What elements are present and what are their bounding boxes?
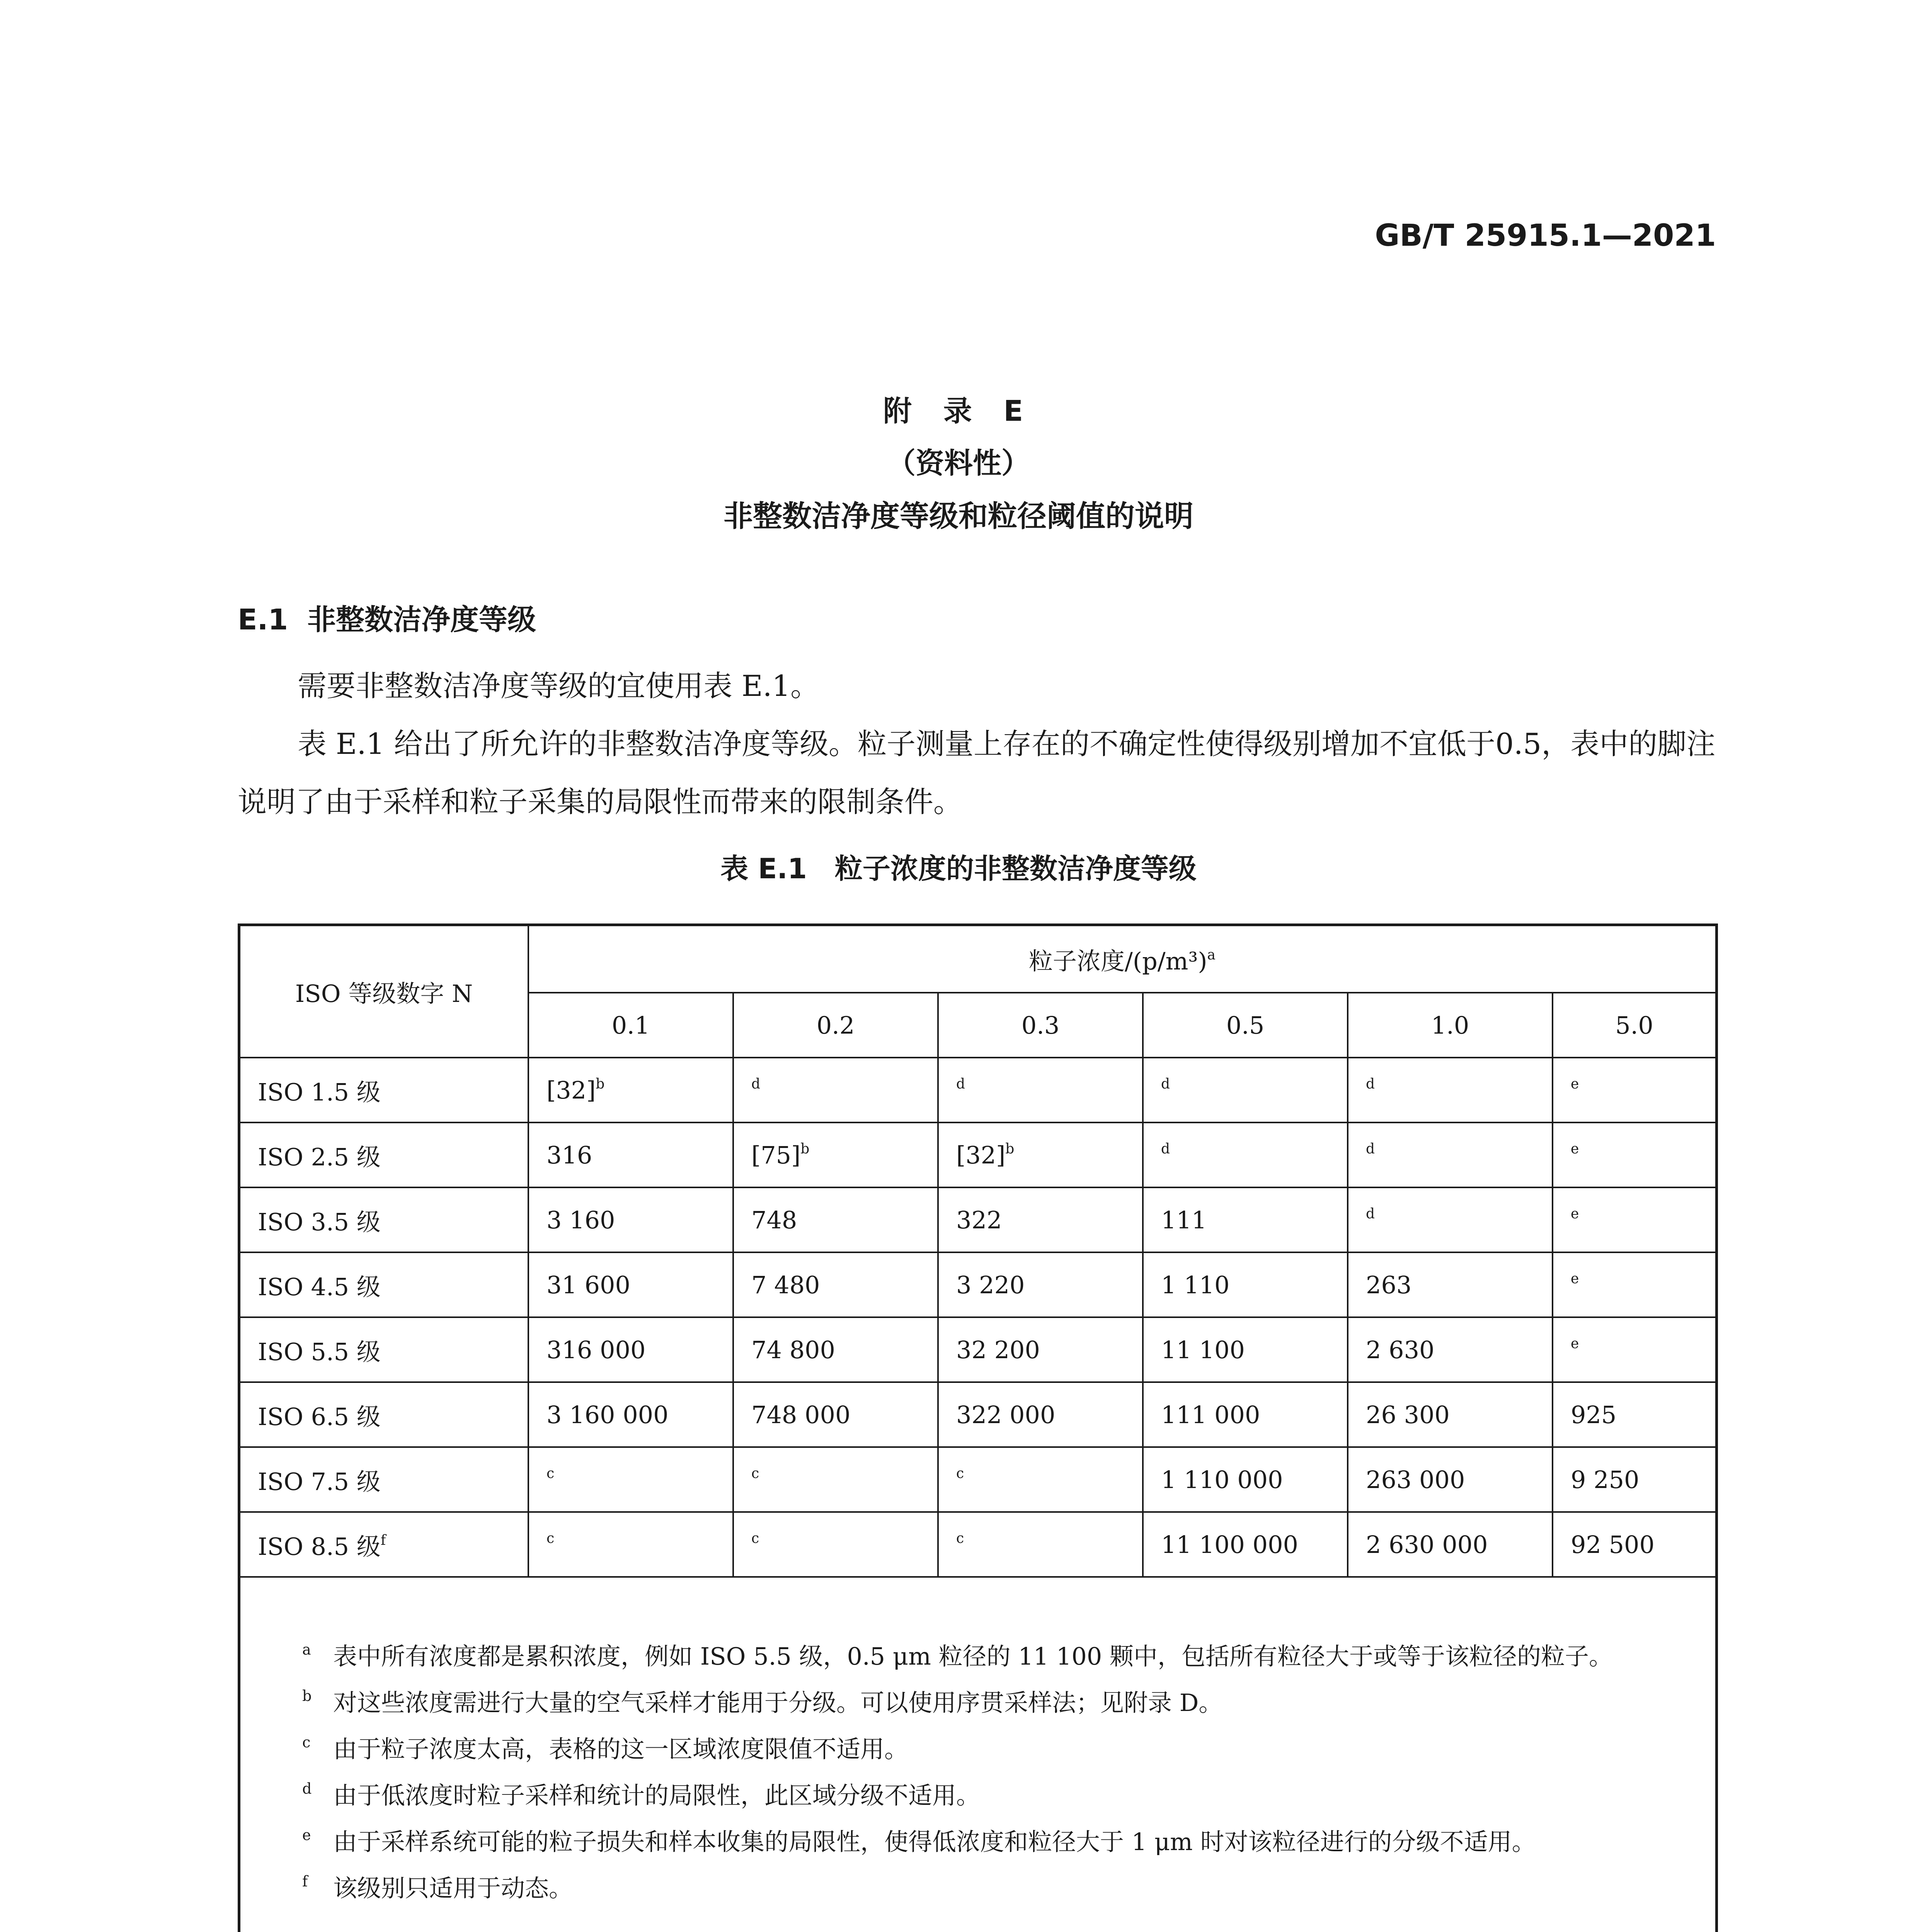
concentration-cell: d [1348, 1058, 1553, 1122]
concentration-cell: 322 000 [938, 1382, 1143, 1447]
concentration-cell: 1 110 [1143, 1252, 1348, 1317]
concentration-cell: 11 100 000 [1143, 1512, 1348, 1577]
concentration-cell: 316 [528, 1122, 733, 1187]
section-title: 非整数洁净度等级 [307, 603, 536, 636]
table-note: f 该级别只适用于动态。 [302, 1873, 573, 1902]
class-cell: ISO 4.5 级 [240, 1252, 528, 1317]
concentration-cell: 322 [938, 1187, 1143, 1252]
concentration-cell: 7 480 [733, 1252, 938, 1317]
concentration-cell: 9 250 [1553, 1447, 1715, 1512]
concentration-cell: c [938, 1512, 1143, 1577]
concentration-cell: 316 000 [528, 1317, 733, 1382]
concentration-cell: 31 600 [528, 1252, 733, 1317]
concentration-header-cell: 粒子浓度$/(p/m^3)^a$ [528, 926, 1715, 993]
class-cell: ISO 2.5 级 [240, 1122, 528, 1187]
concentration-cell: 748 000 [733, 1382, 938, 1447]
table-notes [302, 1633, 1694, 1912]
concentration-cell: 1 110 000 [1143, 1447, 1348, 1512]
paragraph: 需要非整数洁净度等级的宜使用表 E.1。 [298, 669, 820, 703]
concentration-cell: 263 [1348, 1252, 1553, 1317]
concentration-cell: d [1348, 1187, 1553, 1252]
concentration-cell: e [1553, 1058, 1715, 1122]
table-row [240, 1058, 1715, 1122]
concentration-cell: e [1553, 1252, 1715, 1317]
concentration-cell: 111 000 [1143, 1382, 1348, 1447]
concentration-cell: e [1553, 1187, 1715, 1252]
concentration-cell: $[32]^b$ [528, 1058, 733, 1122]
concentration-cell: 111 [1143, 1187, 1348, 1252]
class-cell: ISO 8.5 级$^f$ [240, 1512, 528, 1577]
concentration-cell: $[75]^b$ [733, 1122, 938, 1187]
appendix-name: 非整数洁净度等级和粒径阈值的说明 [724, 499, 1193, 533]
concentration-cell: 26 300 [1348, 1382, 1553, 1447]
appendix-title: 附 录 E [883, 395, 1034, 428]
size-header: 0.2 [733, 993, 938, 1058]
table-header-row [240, 926, 1715, 993]
concentration-cell: 3 220 [938, 1252, 1143, 1317]
size-header: 1.0 [1348, 993, 1553, 1058]
table-title: 表 E.1 粒子浓度的非整数洁净度等级 [720, 852, 1197, 885]
table-row [240, 1447, 1715, 1512]
size-header: 0.5 [1143, 993, 1348, 1058]
table-note: a 表中所有浓度都是累积浓度，例如 ISO 5.5 级，0.5 μm 粒径的 11 100 颗中，包括所有粒径大于或等于该粒径的粒子。 [302, 1641, 1613, 1670]
table-note: b 对这些浓度需进行大量的空气采样才能用于分级。可以使用序贯采样法；见附录 D。 [302, 1687, 1223, 1717]
table-row [240, 1512, 1715, 1577]
table-e1 [238, 923, 1718, 1932]
concentration-cell: $[32]^b$ [938, 1122, 1143, 1187]
table-row [240, 1187, 1715, 1252]
concentration-cell: c [733, 1447, 938, 1512]
concentration-cell: d [938, 1058, 1143, 1122]
class-cell: ISO 3.5 级 [240, 1187, 528, 1252]
concentration-cell: e [1553, 1317, 1715, 1382]
section-number: E.1 [238, 603, 288, 636]
concentration-cell: 925 [1553, 1382, 1715, 1447]
concentration-cell: d [733, 1058, 938, 1122]
concentration-cell: 2 630 [1348, 1317, 1553, 1382]
concentration-cell: 32 200 [938, 1317, 1143, 1382]
concentration-cell: e [1553, 1122, 1715, 1187]
concentration-cell: 263 000 [1348, 1447, 1553, 1512]
concentration-cell: c [938, 1447, 1143, 1512]
size-header: 5.0 [1553, 993, 1715, 1058]
concentration-cell: d [1348, 1122, 1553, 1187]
paragraph: 表 E.1 给出了所允许的非整数洁净度等级。粒子测量上存在的不确定性使得级别增加不宜低于0.5，表中的脚注说明了由于采样和粒子采集的局限性而带来的限制条件。 [238, 727, 1716, 819]
concentration-cell: 92 500 [1553, 1512, 1715, 1577]
appendix-type: （资料性） [887, 447, 1030, 480]
table-row [240, 1122, 1715, 1187]
size-header: 0.3 [938, 993, 1143, 1058]
concentration-cell: 11 100 [1143, 1317, 1348, 1382]
table-row [240, 1252, 1715, 1317]
standard-number: GB/T 25915.1—2021 [1375, 218, 1716, 253]
table-note: c 由于粒子浓度太高，表格的这一区域浓度限值不适用。 [302, 1734, 909, 1763]
concentration-cell: 3 160 000 [528, 1382, 733, 1447]
class-cell: ISO 5.5 级 [240, 1317, 528, 1382]
class-cell: ISO 6.5 级 [240, 1382, 528, 1447]
concentration-cell: 2 630 000 [1348, 1512, 1553, 1577]
concentration-cell: c [733, 1512, 938, 1577]
concentration-cell: c [528, 1447, 733, 1512]
size-header: 0.1 [528, 993, 733, 1058]
concentration-cell: 74 800 [733, 1317, 938, 1382]
table-row [240, 1382, 1715, 1447]
section-e1-heading [238, 597, 536, 638]
table-row [240, 1317, 1715, 1382]
concentration-cell: d [1143, 1122, 1348, 1187]
concentration-cell: d [1143, 1058, 1348, 1122]
class-cell: ISO 1.5 级 [240, 1058, 528, 1122]
concentration-cell: 748 [733, 1187, 938, 1252]
table-note: e 由于采样系统可能的粒子损失和样本收集的局限性，使得低浓度和粒径大于 1 μm 时对该粒径进行的分级不适用。 [302, 1827, 1536, 1856]
concentration-cell: 3 160 [528, 1187, 733, 1252]
concentration-cell: c [528, 1512, 733, 1577]
row-header-cell: ISO 等级数字 N [240, 926, 528, 1058]
table-note: d 由于低浓度时粒子采样和统计的局限性，此区域分级不适用。 [302, 1780, 981, 1810]
class-cell: ISO 7.5 级 [240, 1447, 528, 1512]
